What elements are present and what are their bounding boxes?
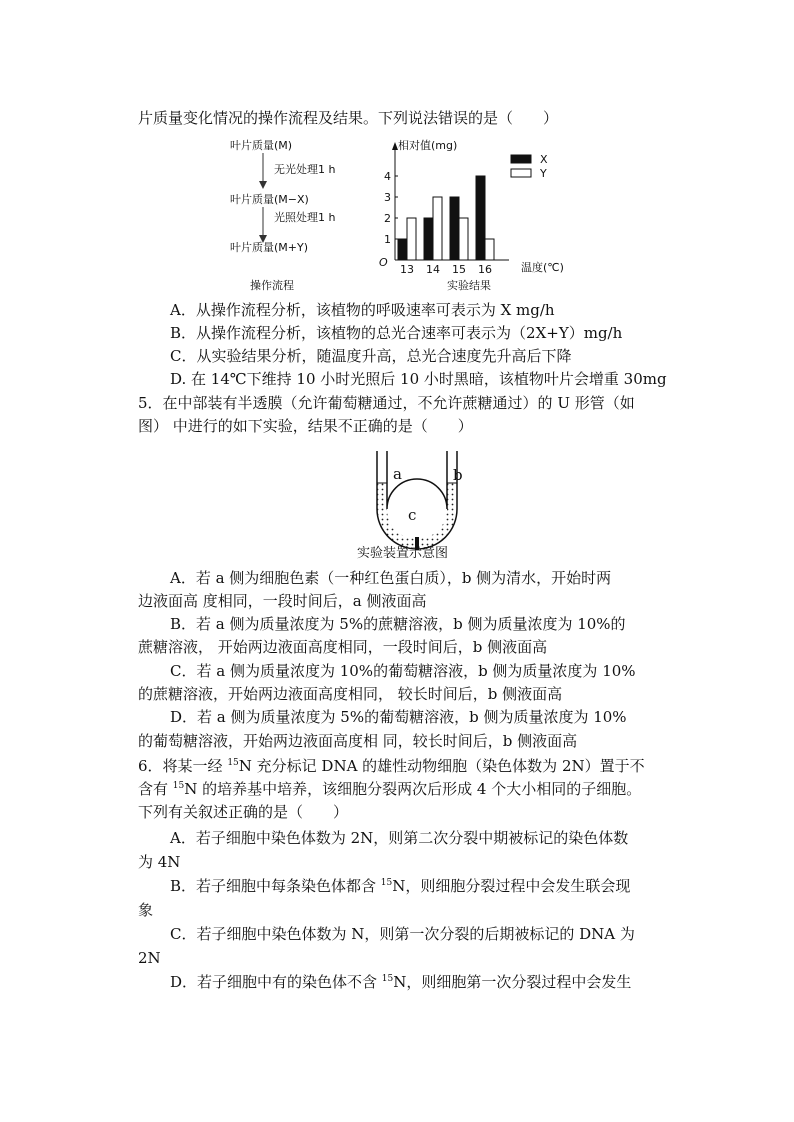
isotope-superscript: 15 <box>172 781 185 791</box>
question-4-stem-tail: 片质量变化情况的操作流程及结果。下列说法错误的是（ ） <box>138 109 559 127</box>
x-tick-label: 13 <box>400 263 414 276</box>
q6-option-c-line-2: 2N <box>138 949 161 967</box>
legend-label-x: X <box>540 153 548 166</box>
experiment-result-chart <box>375 134 575 294</box>
x-tick-label: 16 <box>478 263 492 276</box>
bar-y-14 <box>433 197 442 260</box>
legend-label-y: Y <box>540 167 547 180</box>
label-a: a <box>393 465 402 483</box>
x-axis-label: 温度(℃) <box>521 261 564 274</box>
bar-x-16 <box>476 176 485 260</box>
flow-step-1: 叶片质量(M) <box>230 139 293 152</box>
q6-option-a-line-2: 为 4N <box>138 853 181 871</box>
label-c: c <box>408 506 417 524</box>
bar-y-13 <box>407 218 416 260</box>
chart-caption: 实验结果 <box>447 279 491 292</box>
isotope-superscript: 15 <box>380 878 393 888</box>
operation-flow-diagram <box>228 135 368 295</box>
flow-step-2: 叶片质量(M−X) <box>230 193 309 206</box>
q5-stem-line-1: 5．在中部装有半透膜（允许葡萄糖通过，不允许蔗糖通过）的 U 形管（如 <box>138 394 635 412</box>
q5-option-d-line-1: D．若 a 侧为质量浓度为 5%的葡萄糖溶液，b 侧为质量浓度为 10% <box>170 708 627 726</box>
q4-option-a: A．从操作流程分析，该植物的呼吸速率可表示为 X mg/h <box>170 301 555 319</box>
legend-swatch-x <box>511 155 531 163</box>
y-tick-label: 1 <box>384 233 391 246</box>
flow-arrow-1-icon <box>258 153 268 189</box>
isotope-superscript: 15 <box>227 758 239 768</box>
q6-option-a-line-1: A．若子细胞中染色体数为 2N，则第二次分裂中期被标记的染色体数 <box>170 829 629 847</box>
q4-option-d: D. 在 14℃下维持 10 小时光照后 10 小时黑暗，该植物叶片会增重 30mg <box>170 370 667 388</box>
q6-stem-line-2: 含有 $^{15}$N 的培养基中培养，该细胞分裂两次后形成 4 个大小相同的子细胞。 <box>138 780 642 798</box>
q5-option-b-line-2: 蔗糖溶液， 开始两边液面高度相同，一段时间后，b 侧液面高 <box>138 638 548 656</box>
u-tube-apparatus-diagram <box>355 447 485 563</box>
q6-option-b-line-2: 象 <box>138 901 154 919</box>
q5-option-c-line-1: C．若 a 侧为质量浓度为 10%的葡萄糖溶液，b 侧为质量浓度为 10% <box>170 662 636 680</box>
legend-swatch-y <box>511 169 531 177</box>
q6-stem-line-1: 6．将某一经 $^{15}$N 充分标记 DNA 的雄性动物细胞（染色体数为 2N）置于不 <box>138 757 645 775</box>
q4-option-b: B．从操作流程分析，该植物的总光合速率可表示为（2X+Y）mg/h <box>170 324 623 342</box>
q5-option-c-line-2: 的蔗糖溶液，开始两边液面高度相同， 较长时间后，b 侧液面高 <box>138 685 563 703</box>
bar-x-15 <box>450 197 459 260</box>
q6-option-d-line-1: D．若子细胞中有的染色体不含 $^{15}$N，则细胞第一次分裂过程中会发生 <box>170 973 632 991</box>
flow-step-3: 叶片质量(M+Y) <box>230 241 309 254</box>
y-tick-label: 2 <box>384 212 391 225</box>
y-tick-label: 3 <box>384 191 391 204</box>
q5-stem-line-2: 图） 中进行的如下实验，结果不正确的是（ ） <box>138 417 473 435</box>
flow-caption: 操作流程 <box>250 279 294 292</box>
bar-y-16 <box>485 239 494 260</box>
origin-label: O <box>379 256 388 269</box>
flow-arrow-2-icon <box>258 207 268 243</box>
bar-y-15 <box>459 218 468 260</box>
q5-option-a-line-2: 边液面高 度相同，一段时间后，a 侧液面高 <box>138 592 427 610</box>
q5-option-b-line-1: B．若 a 侧为质量浓度为 5%的蔗糖溶液，b 侧为质量浓度为 10%的 <box>170 615 626 633</box>
q6-option-c-line-1: C．若子细胞中染色体数为 N，则第一次分裂的后期被标记的 DNA 为 <box>170 925 635 943</box>
isotope-superscript: 15 <box>381 974 394 984</box>
q4-option-c: C．从实验结果分析，随温度升高，总光合速度先升高后下降 <box>170 347 572 365</box>
q6-option-b-line-1: B．若子细胞中每条染色体都含 $^{15}$N，则细胞分裂过程中会发生联会现 <box>170 877 631 895</box>
apparatus-caption: 实验装置示意图 <box>357 546 449 561</box>
y-axis-label: 相对值(mg) <box>398 139 458 152</box>
q5-option-a-line-1: A．若 a 侧为细胞色素（一种红色蛋白质），b 侧为清水，开始时两 <box>170 569 612 587</box>
label-b: b <box>453 466 463 484</box>
bar-x-14 <box>424 218 433 260</box>
q5-option-d-line-2: 的葡萄糖溶液，开始两边液面高度相 同，较长时间后，b 侧液面高 <box>138 732 578 750</box>
x-tick-label: 14 <box>426 263 440 276</box>
x-tick-label: 15 <box>452 263 466 276</box>
flow-arrow-1-label: 无光处理1 h <box>274 163 336 176</box>
q6-stem-line-3: 下列有关叙述正确的是（ ） <box>138 803 349 821</box>
y-tick-label: 4 <box>384 170 391 183</box>
flow-arrow-2-label: 光照处理1 h <box>274 211 336 224</box>
bar-x-13 <box>398 239 407 260</box>
